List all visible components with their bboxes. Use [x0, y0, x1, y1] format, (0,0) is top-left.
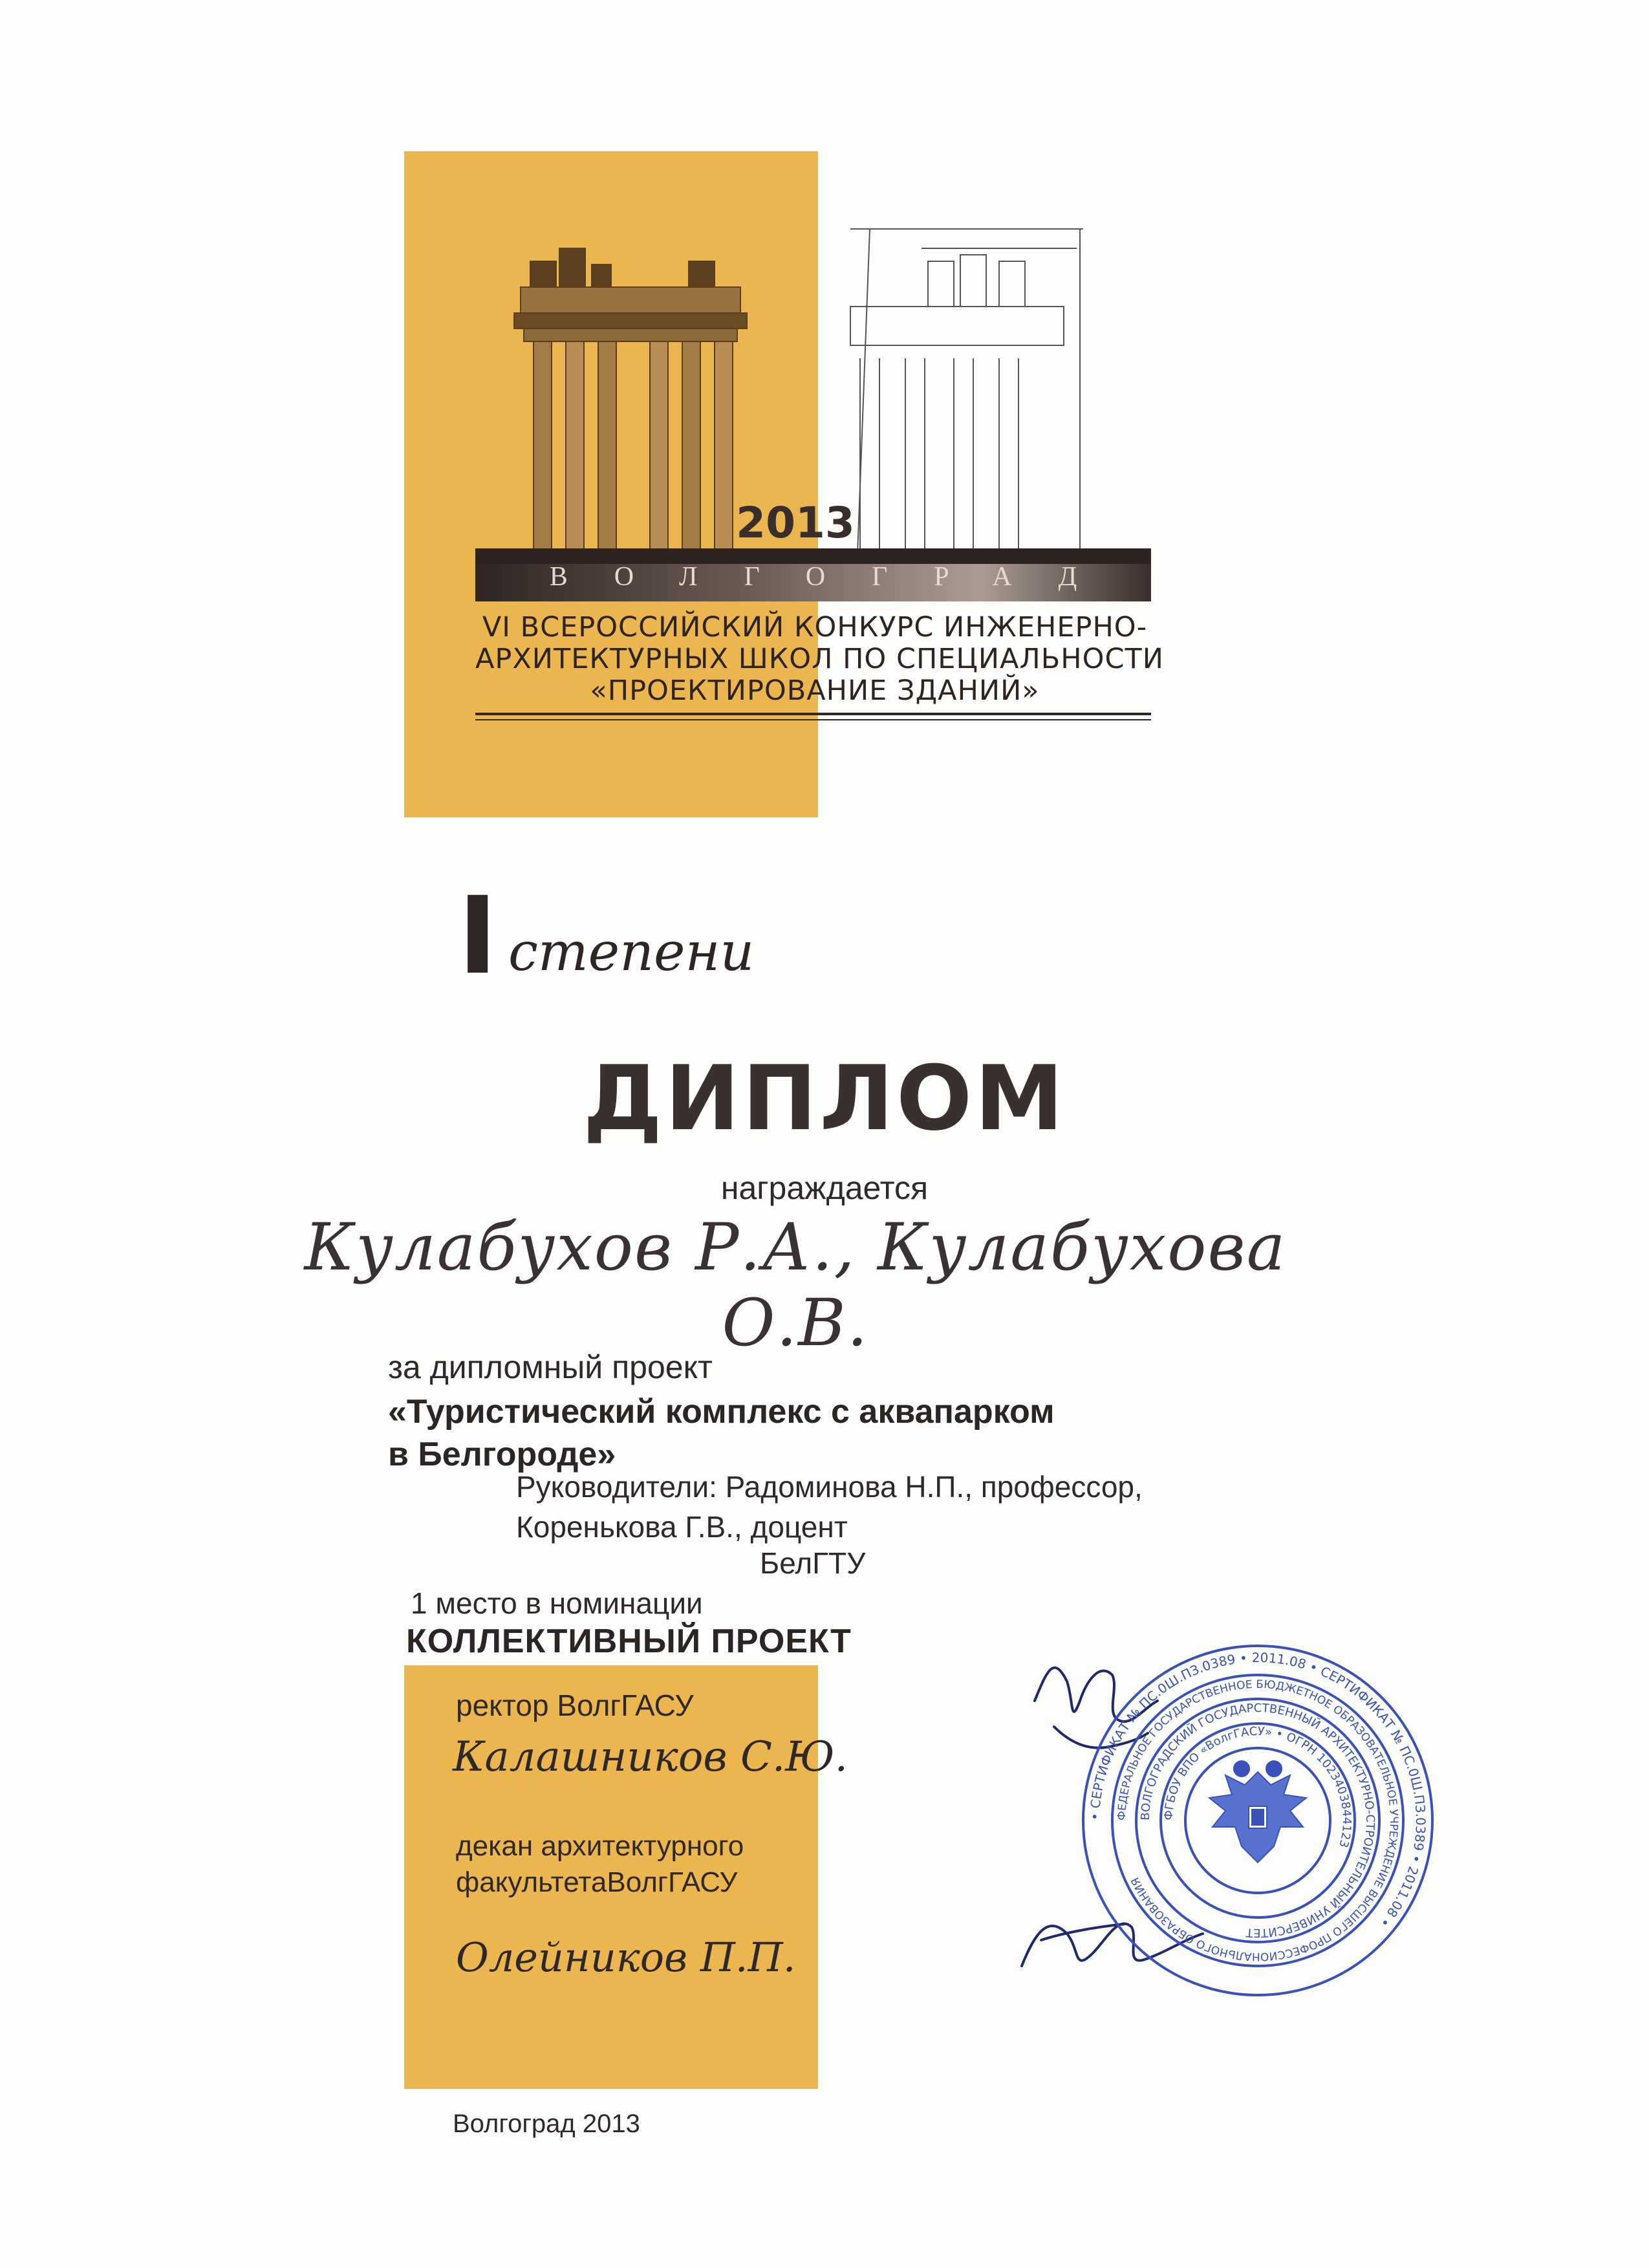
rector-name: Калашников С.Ю. [453, 1733, 848, 1781]
award-place: 1 место в номинации [411, 1586, 703, 1620]
dean-title-line-2: факультетаВолгГАСУ [456, 1866, 738, 1898]
dean-title [456, 1828, 744, 1901]
sketch-colonnade [850, 229, 1083, 572]
project-title-line-2: в Белгороде» [388, 1436, 616, 1473]
supervisors-line-1: Руководители: Радоминова Н.П., профессор, [516, 1470, 1143, 1504]
project-title-line-1: «Туристический комплекс с аквапарком [388, 1393, 1055, 1431]
university-name: БелГТУ [760, 1546, 866, 1580]
header-rule [475, 713, 1151, 715]
diploma-title: ДИПЛОМ [583, 1046, 1066, 1150]
header-rule-thin [475, 719, 1151, 720]
contest-title-line-1: VI ВСЕРОССИЙСКИЙ КОНКУРС ИНЖЕНЕРНО- [482, 611, 1148, 643]
stamp-middle-text: ФЕДЕРАЛЬНОЕ ГОСУДАРСТВЕННОЕ БЮДЖЕТНОЕ ОБРАЗОВАТЕЛЬНОЕ УЧРЕЖДЕНИЕ ВЫСШЕГО ПРОФЕССИОНАЛЬНОГО ОБРАЗОВАНИЯ [1115, 1678, 1401, 1963]
dean-title-line-1: декан архитектурного [456, 1830, 744, 1862]
supervisors [516, 1467, 1143, 1547]
award-nomination: КОЛЛЕКТИВНЫЙ ПРОЕКТ [406, 1623, 852, 1660]
contest-title-line-3: «ПРОЕКТИРОВАНИЕ ЗДАНИЙ» [590, 675, 1040, 707]
city-name: ВОЛГОГРАД [549, 562, 1124, 592]
eagle-emblem-icon [1209, 1761, 1306, 1863]
contest-year: 2013 [736, 498, 855, 548]
project-intro: за дипломный проект [388, 1349, 713, 1385]
contest-title [475, 611, 1164, 707]
project-title [388, 1390, 1055, 1476]
recipient-names: Кулабухов Р.А., Кулабухова О.В. [304, 1209, 1287, 1361]
dean-name: Олейников П.П. [456, 1934, 796, 1981]
contest-title-line-2: АРХИТЕКТУРНЫХ ШКОЛ ПО СПЕЦИАЛЬНОСТИ [475, 643, 1164, 675]
degree-word: степени [508, 922, 755, 983]
footer-place-year: Волгоград 2013 [453, 2110, 640, 2138]
official-stamp [1077, 1639, 1439, 2002]
supervisors-line-2: Коренькова Г.В., доцент [516, 1510, 848, 1544]
degree-numeral: I [458, 874, 498, 998]
awarded-label: награждается [720, 1170, 929, 1206]
stamp-core-text: ФГБОУ ВПО «ВолгГАСУ» • ОГРН 1023403844123 [1161, 1724, 1354, 1850]
rector-title: ректор ВолгГАСУ [456, 1689, 694, 1722]
stamp-inner-text: ВОЛГОГРАДСКИЙ ГОСУДАРСТВЕННЫЙ АРХИТЕКТУРНО-СТРОИТЕЛЬНЫЙ УНИВЕРСИТЕТ [1138, 1701, 1377, 1940]
stamp-outer-text: • СЕРТИФИКАТ № ПС.0Ш.ПЗ.0389 • 2011.08 • СЕРТИФИКАТ № ПС.0Ш.ПЗ.0389 • 2011.08 • [1086, 1649, 1429, 1930]
